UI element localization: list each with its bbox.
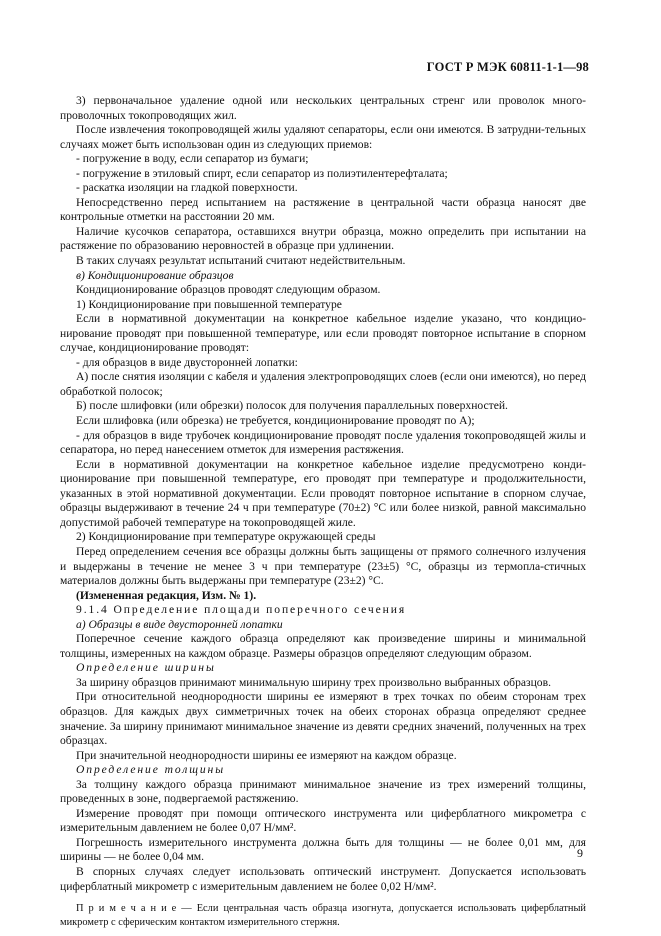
paragraph: Если в нормативной документации на конкретное кабельное изделие предусмотрено конди-ционирование при повышенной температуре, его проводят при температуре и продолжительности, указанных в этой нормативной документации. Если проводят повторное испытание в спорном случае, образцы выдерживают в течение 24 ч при температуре (70±2) °С или более низкой, равной максимально допустимой рабочей температуре на токопроводящей жиле. — [60, 457, 586, 529]
paragraph: - погружение в воду, если сепаратор из бумаги; — [76, 152, 309, 166]
paragraph: - для образцов в виде двусторонней лопатки: — [76, 355, 298, 369]
paragraph: За толщину каждого образца принимают минимальное значение из трех измерений толщины, проведенных в зоне, подвергаемой растяжению. — [60, 777, 586, 806]
paragraph: Если в нормативной документации на конкретное кабельное изделие указано, что кондицио-нирование проводят при повышенной температуре, или если проводят повторное испытание в спорном случае, кондиционирование проводят: — [60, 312, 586, 355]
document-body — [60, 94, 586, 929]
note: П р и м е ч а н и е — Если центральная часть образца изогнута, допускается использовать циферблатный микрометр с сферическим контактом измерительного стержня. — [60, 903, 586, 928]
paragraph: За ширину образцов принимают минимальную ширину трех произвольно выбранных образцов. — [76, 675, 551, 689]
paragraph: 1) Кондиционирование при повышенной температуре — [76, 297, 342, 311]
paragraph: Наличие кусочков сепаратора, оставшихся внутри образца, можно определить при испытании на растяжение по образованию неровностей в образце при удлинении. — [60, 224, 586, 253]
paragraph: а) Образцы в виде двусторонней лопатки — [76, 617, 283, 631]
paragraph: Определение толщины — [76, 763, 225, 777]
paragraph: (Измененная редакция, Изм. № 1). — [76, 588, 257, 602]
paragraph: При относительной неоднородности ширины ее измеряют в трех точках по обеим сторонам трех образцов. Для каждых двух симметричных точек на обеих сторонах образца определяют среднее значение. За ширину принимают минимальное значение из девяти средних значений, полученных на трех образцах. — [60, 690, 586, 748]
paragraph: Измерение проводят при помощи оптического инструмента или циферблатного микрометра с измерительным давлением не более 0,07 Н/мм². — [60, 806, 586, 835]
standard-header: ГОСТ Р МЭК 60811-1-1—98 — [426, 60, 589, 74]
paragraph: Б) после шлифовки (или обрезки) полосок для получения параллельных поверхностей. — [76, 399, 508, 413]
paragraph: Определение ширины — [76, 661, 216, 675]
paragraph: При значительной неоднородности ширины ее измеряют на каждом образце. — [76, 748, 457, 762]
paragraph: Кондиционирование образцов проводят следующим образом. — [76, 283, 381, 297]
paragraph: Если шлифовка (или обрезка) не требуется, кондиционирование проводят по А); — [76, 414, 475, 428]
paragraph: 3) первоначальное удаление одной или нескольких центральных стренг или проволок много-проволочных токопроводящих жил. — [60, 94, 586, 122]
paragraph: А) после снятия изоляции с кабеля и удаления электропроводящих слоев (если они имеются), но перед обработкой полосок; — [60, 370, 587, 398]
paragraph: В таких случаях результат испытаний считают недействительным. — [76, 254, 406, 268]
paragraph: 9.1.4 Определение площади поперечного сечения — [76, 603, 407, 617]
paragraph: 2) Кондиционирование при температуре окружающей среды — [76, 530, 376, 544]
paragraph: - для образцов в виде трубочек кондиционирование проводят после удаления токопроводящей жилы и сепаратора, но перед нанесением отметок для измерения растяжения. — [60, 428, 586, 457]
paragraph: в) Кондиционирование образцов — [76, 268, 234, 282]
paragraph: - раскатка изоляции на гладкой поверхности. — [76, 181, 298, 195]
page-number: 9 — [577, 846, 583, 860]
paragraph: Погрешность измерительного инструмента должна быть для толщины — не более 0,01 мм, для ширины — не более 0,04 мм. — [60, 835, 586, 864]
paragraph: Перед определением сечения все образцы должны быть защищены от прямого солнечного излучения и выдержаны в течение не менее 3 ч при температуре (23±5) °С, образцы из термопла-стичных материалов должны быть выдержаны при температуре (23±2) °С. — [60, 544, 586, 588]
paragraph: Непосредственно перед испытанием на растяжение в центральной части образца наносят две контрольные отметки на расстоянии 20 мм. — [60, 195, 586, 224]
paragraph: В спорных случаях следует использовать оптический инструмент. Допускается использовать циферблатный микрометр с измерительным давлением не более 0,02 Н/мм². — [60, 864, 586, 893]
paragraph: - погружение в этиловый спирт, если сепаратор из полиэтилентерефталата; — [76, 166, 448, 180]
paragraph: Поперечное сечение каждого образца определяют как произведение ширины и минимальной толщины, измеренных на каждом образце. Размеры образцов определяют следующим образом. — [60, 632, 586, 660]
paragraph: После извлечения токопроводящей жилы удаляют сепараторы, если они имеются. В затрудни-тельных случаях может быть использован один из следующих приемов: — [60, 123, 586, 151]
